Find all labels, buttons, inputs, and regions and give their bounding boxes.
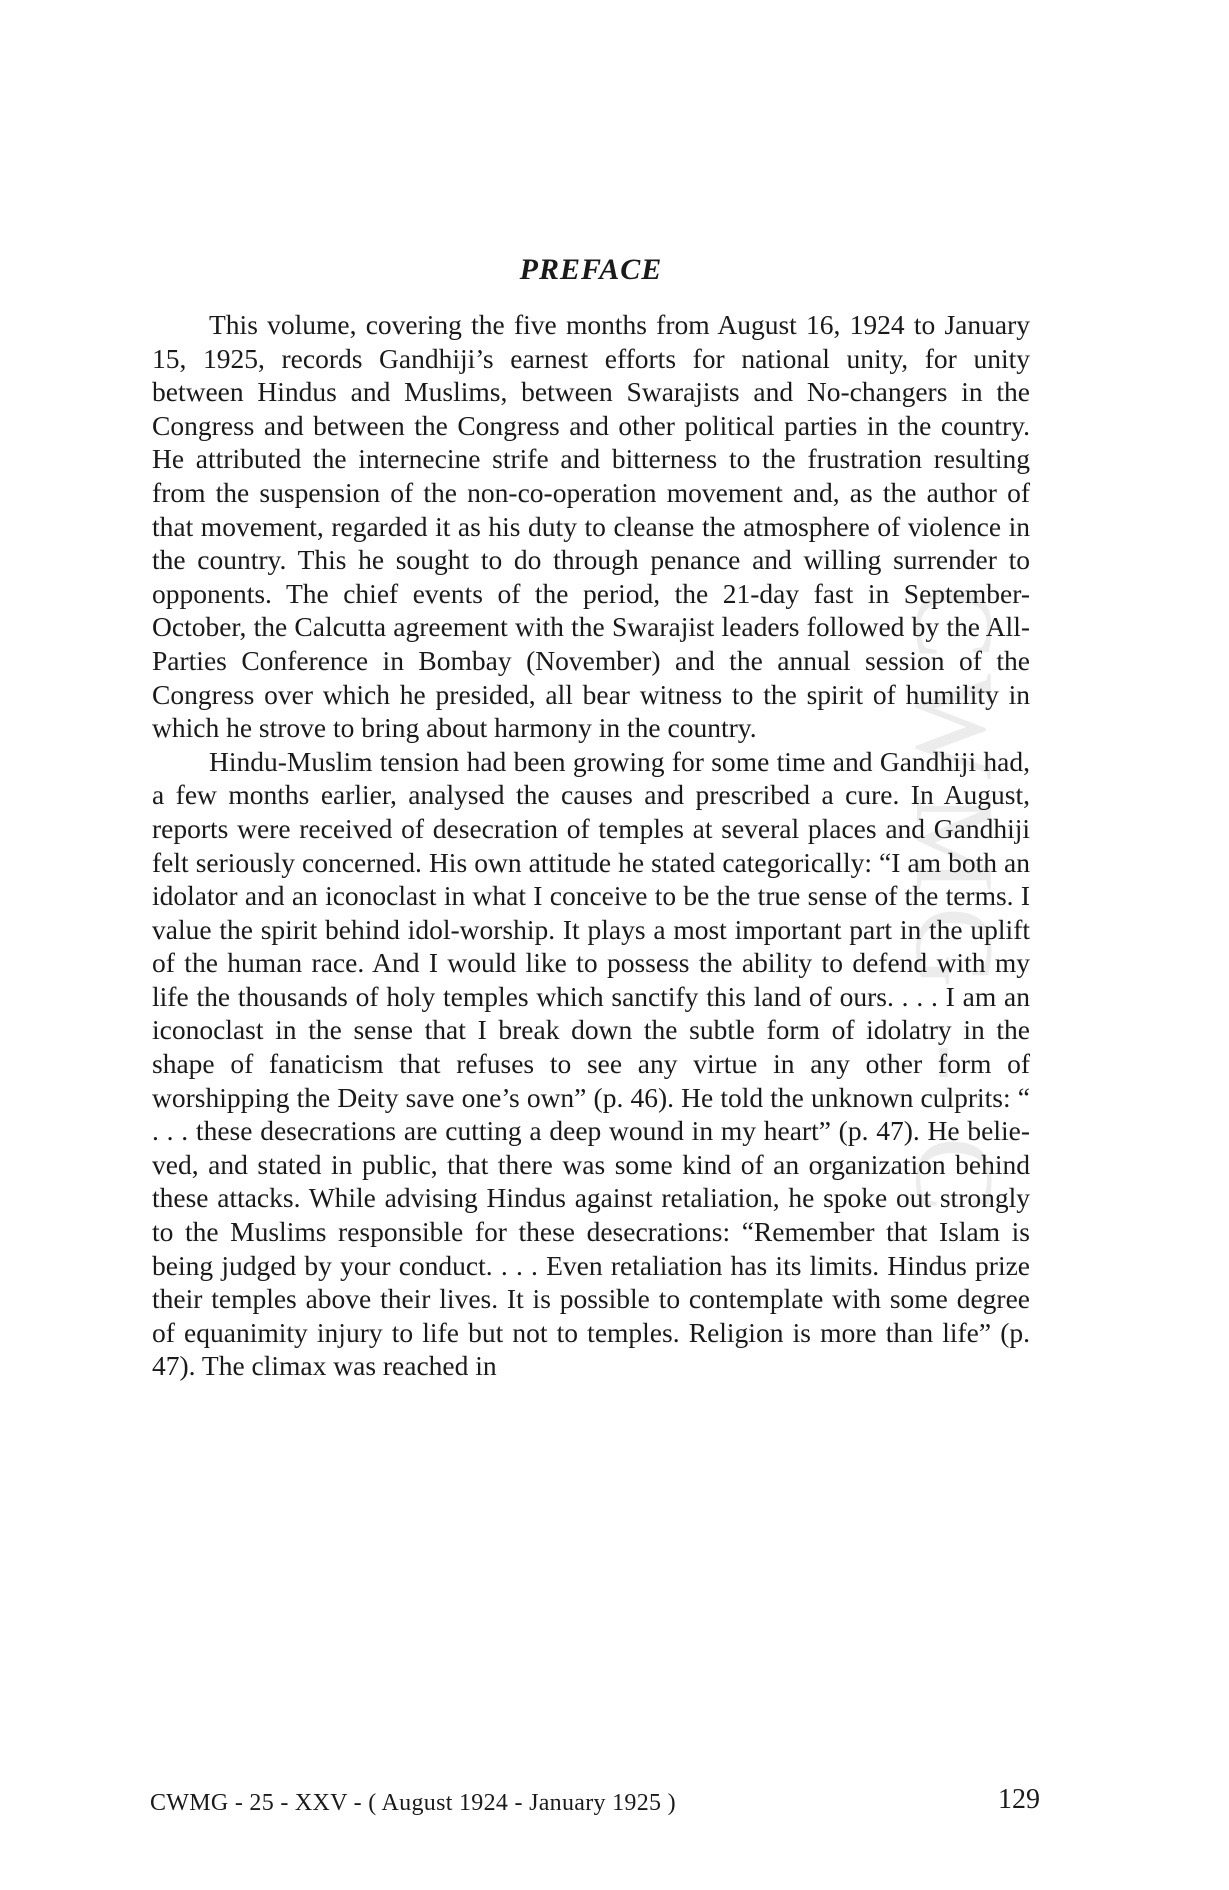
footer-source: CWMG - 25 - XXV - ( August 1924 - January 1925 ) [150,1790,676,1816]
page-title: PREFACE [519,253,663,286]
paragraph-1: This volume, covering the five months from August 16, 1924 to January 15, 1925, records Gandhiji’s earnest efforts for national unity, for unity between Hindus and Muslims, between Swarajists and No-changers in the Congress and between the Congress and other political parties in the country. He attributed the internecine strife and bitterness to the frustration resulting from the suspension of the non-co-operation movement and, as the author of that movement, regarded it as his duty to cleanse the atmosphere of violence in the country. This he sought to do through penance and willing surrender to opponents. The chief events of the period, the 21-day fast in September-October, the Calcutta agreement with the Swarajist leaders followed by the All-Parties Conference in Bombay (November) and the annual session of the Congress over which he presided, all bear witness to the spirit of humility in which he strove to bring about harmony in the country. [152,309,1030,744]
page-footer [150,1784,1040,1824]
paragraph-2: Hindu-Muslim tension had been growing for some time and Gandhiji had, a few months earlier, analysed the causes and prescribed a cure. In August, reports were received of desecration of temples at several places and Gandhiji felt seriously concerned. His own attitude he stated categorically: “I am both an idolator and an iconoclast in what I conceive to be the true sense of the terms. I value the spirit behind idol-worship. It plays a most important part in the uplift of the human race. And I would like to possess the ability to defend with my life the thousands of holy temples which sanctify this land of ours. . . . I am an iconoclast in the sense that I break down the subtle form of idolatry in the shape of fanaticism that refuses to see any virtue in any other form of worshipping the Deity save one’s own” (p. 46). He told the unknown culprits: “ . . . these desecrations are cutting a deep wound in my heart” (p. 47). He believed, and stated in public, that there was some kind of an organization behind these attacks. While advising Hindus against retaliation, he spoke out strongly to the Muslims responsible for these desecrations: “Remember that Islam is being judged by your conduct. . . . Even retaliation has its limits. Hindus prize their temples above their lives. It is possible to contemplate with some degree of equanimity injury to life but not to temples. Religion is more than life” (p. 47). The climax was reached in [152,745,1030,1382]
page-body [152,250,1030,1383]
watermark-text: CWMG - C [892,585,1016,1226]
page-number: 129 [998,1784,1040,1815]
